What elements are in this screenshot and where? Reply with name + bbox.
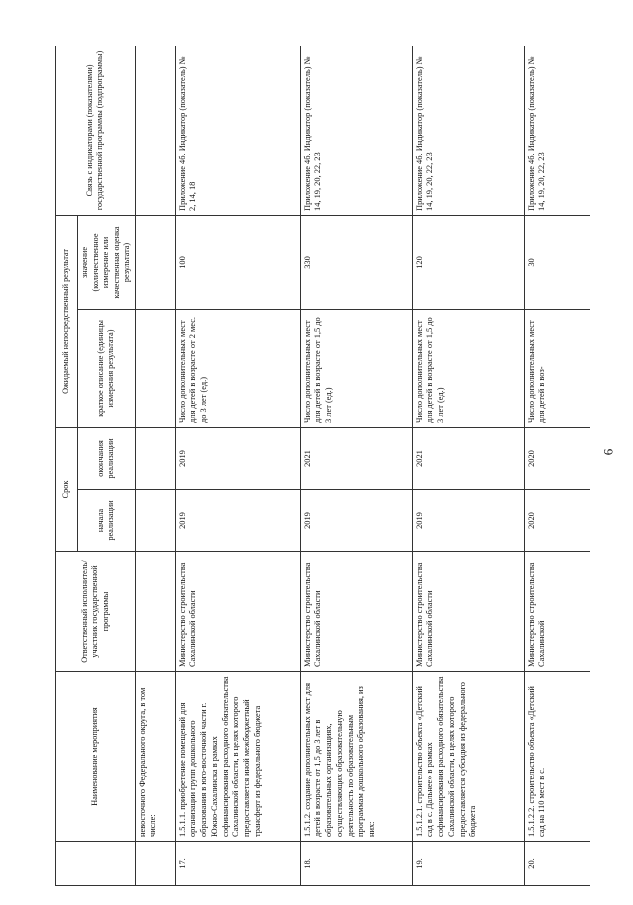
- table-viewport: [55, 46, 590, 886]
- cell-name: 1.5.1.2. создание дополнительных мест для детей в возрасте от 1,5 до 3 лет в образовательных организациях, осуществляющих образовательную деятельность по образовательным программам дошкольного образования, из них:: [300, 672, 412, 842]
- table-row-continuation: [135, 46, 175, 886]
- cell-executor: Министерство строительства Сахалинской области: [175, 552, 300, 672]
- cell-executor: Министерство строительства Сахалинской области: [412, 552, 524, 672]
- cell-link: Приложение 4б. Индикатор (показатель) № 2, 14, 18: [175, 46, 300, 215]
- cell-result-value: [135, 215, 175, 309]
- table-row: [300, 46, 412, 886]
- table-row: [175, 46, 300, 886]
- cell-start: [135, 490, 175, 552]
- cell-result-desc: [135, 309, 175, 427]
- table-row: [524, 46, 590, 886]
- header-result: Ожидаемый непосредственный результат: [56, 215, 78, 427]
- cell-start: 2019: [175, 490, 300, 552]
- cell-end: 2019: [175, 427, 300, 489]
- cell-num: 19.: [412, 842, 524, 886]
- cell-link: Приложение 4б. Индикатор (показатель) № 14, 19, 20, 22, 23: [412, 46, 524, 215]
- cell-name: 1.5.1.2.2. строительство объекта «Детский сад на 110 мест в с.: [524, 672, 590, 842]
- cell-num: 17.: [175, 842, 300, 886]
- cell-name: 1.5.1.2.1. строительство объекта «Детский сад в с. Дальнее» в рамках софинансирования расходного обязательства Сахалинской области, в целях которого предоставляется субсидия из федерального бюджета: [412, 672, 524, 842]
- table-rotated-frame: [55, 46, 590, 886]
- cell-link: [135, 46, 175, 215]
- cell-result-value: 30: [524, 215, 590, 309]
- cell-end: 2020: [524, 427, 590, 489]
- cell-end: 2021: [300, 427, 412, 489]
- activities-table: [55, 46, 590, 886]
- page-number: [598, 438, 618, 466]
- cell-num: 18.: [300, 842, 412, 886]
- cell-link: Приложение 4б. Индикатор (показатель) № 14, 19, 20, 22, 23: [524, 46, 590, 215]
- cell-result-desc: Число дополнительных мест для детей в возрасте от 1,5 до 3 лет (ед.): [300, 309, 412, 427]
- page-number-text: 6: [600, 448, 615, 456]
- header-result-value: значение (количественное измерение или качественная оценка результата): [78, 215, 136, 309]
- cell-num: [135, 842, 175, 886]
- header-end: окончания реализации: [78, 427, 136, 489]
- cell-start: 2019: [300, 490, 412, 552]
- header-row-1: [56, 46, 78, 886]
- header-start: начала реализации: [78, 490, 136, 552]
- cell-start: 2019: [412, 490, 524, 552]
- cell-executor: [135, 552, 175, 672]
- cell-name: 1.5.1.1. приобретение помещений для организации групп дошкольного образования в юго-восточной части г. Южно-Сахалинска в рамках софинансирования расходного обязательства Сахалинской области, в целях которого предоставляется иной межбюджетный трансферт из федерального бюджета: [175, 672, 300, 842]
- header-executor: Ответственный исполнитель/участник государственной программы: [56, 552, 136, 672]
- header-link: Связь с индикаторами (показателями) государственной программы (подпрограммы): [56, 46, 136, 215]
- cell-link: Приложение 4б. Индикатор (показатель) № 14, 19, 20, 22, 23: [300, 46, 412, 215]
- cell-result-desc: Число дополнительных мест для детей в возрасте от 2 мес. до 3 лет (ед.): [175, 309, 300, 427]
- header-name: Наименование мероприятия: [56, 672, 136, 842]
- cell-start: 2020: [524, 490, 590, 552]
- cell-result-desc: Число дополнительных мест для детей в возрасте от 1,5 до 3 лет (ед.): [412, 309, 524, 427]
- cell-result-desc: Число дополнительных мест для детей в воз-: [524, 309, 590, 427]
- header-term: Срок: [56, 427, 78, 551]
- header-num: [56, 842, 136, 886]
- cell-num: 20.: [524, 842, 590, 886]
- cell-result-value: 120: [412, 215, 524, 309]
- header-result-desc: краткое описание (единицы измерения результата): [78, 309, 136, 427]
- cell-result-value: 100: [175, 215, 300, 309]
- cell-end: 2021: [412, 427, 524, 489]
- cell-name: невосточного Федерального округа, в том числе:: [135, 672, 175, 842]
- cell-result-value: 330: [300, 215, 412, 309]
- table-row: [412, 46, 524, 886]
- cell-executor: Министерство строительства Сахалинской: [524, 552, 590, 672]
- cell-end: [135, 427, 175, 489]
- cell-executor: Министерство строительства Сахалинской области: [300, 552, 412, 672]
